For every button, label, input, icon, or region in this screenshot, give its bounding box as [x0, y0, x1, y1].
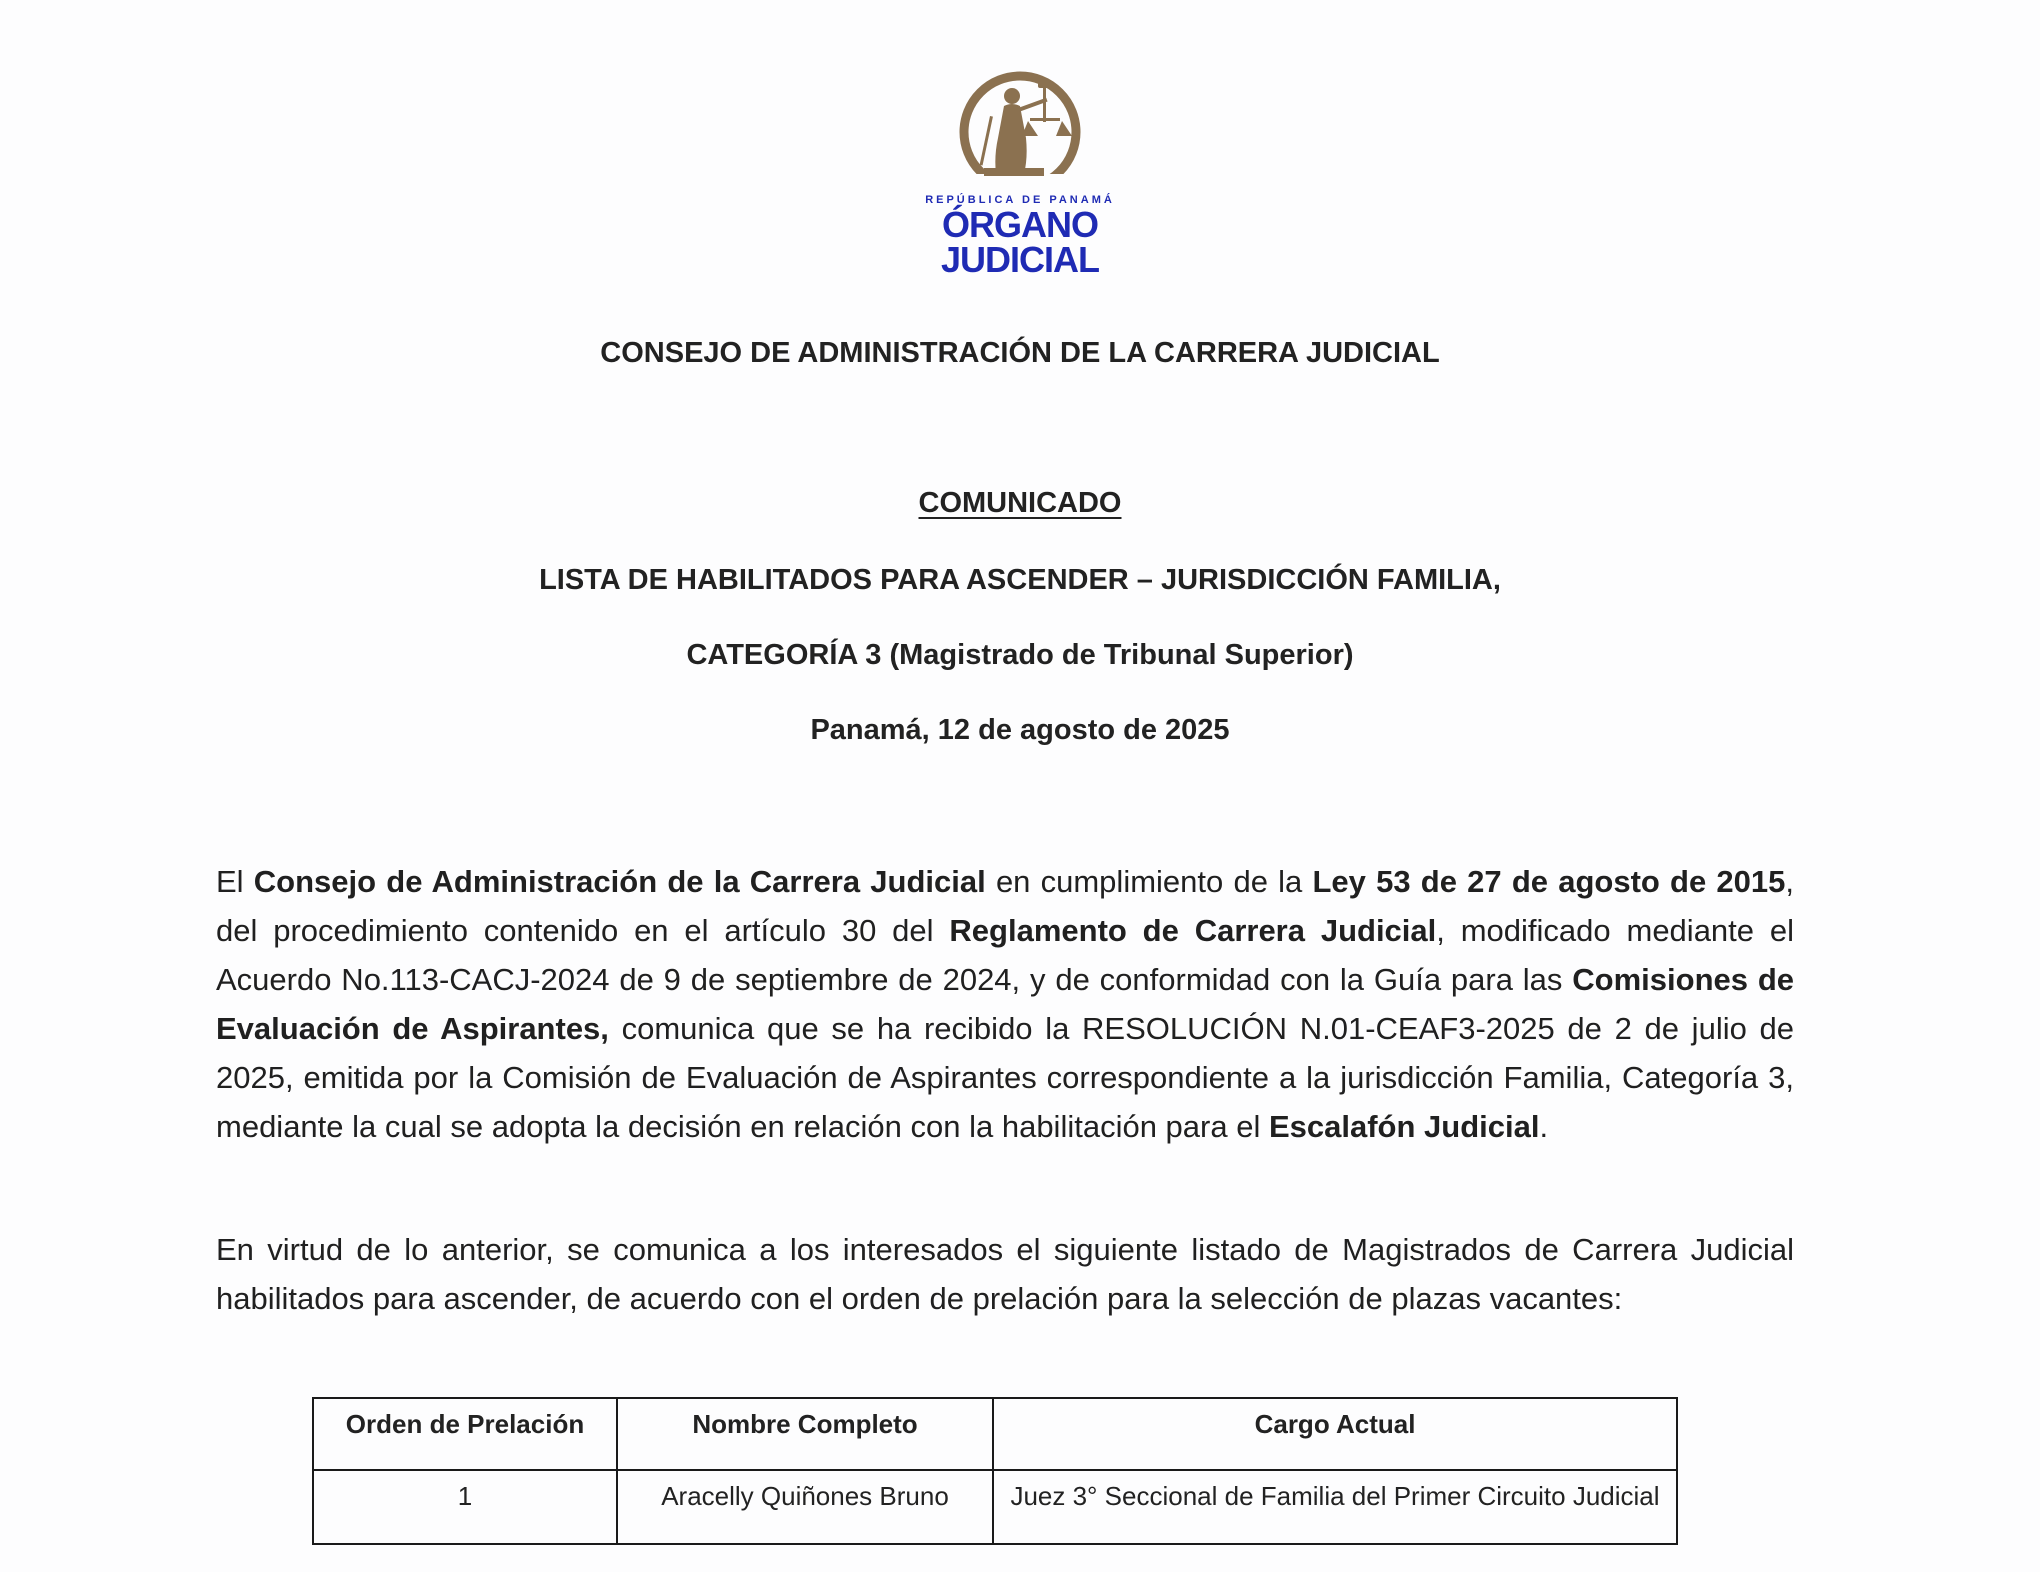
- organo-judicial-logo: [920, 62, 1120, 282]
- justice-emblem-icon: [940, 62, 1100, 192]
- document-date: Panamá, 12 de agosto de 2025: [810, 714, 1230, 746]
- paragraph-announcement: En virtud de lo anterior, se comunica a los interesados el siguiente listado de Magistrados de Carrera Judicial habilitados para ascender, de acuerdo con el orden de prelación para la selección de plazas vacantes:: [216, 1232, 1794, 1316]
- logo-judicial-text: JUDICIAL: [940, 239, 1099, 280]
- table-header-row: [313, 1398, 1677, 1470]
- list-title: LISTA DE HABILITADOS PARA ASCENDER – JURISDICCIÓN FAMILIA,: [539, 564, 1501, 596]
- header-cargo: Cargo Actual: [993, 1398, 1677, 1470]
- cell-cargo: Juez 3° Seccional de Familia del Primer Circuito Judicial: [993, 1470, 1677, 1544]
- p1-text-3: , del procedimiento contenido en el artículo 30 del: [216, 864, 1795, 948]
- header-nombre: Nombre Completo: [617, 1398, 993, 1470]
- logo-organo-text: ÓRGANO: [942, 204, 1098, 245]
- p1-bold-escalafon: Escalafón Judicial: [1268, 1109, 1540, 1144]
- p1-bold-council: Consejo de Administración de la Carrera Judicial: [253, 864, 986, 899]
- p1-bold-law: Ley 53 de 27 de agosto de 2015: [1312, 864, 1786, 899]
- cell-nombre: Aracelly Quiñones Bruno: [617, 1470, 993, 1544]
- logo-country-text: REPÚBLICA DE PANAMÁ: [925, 194, 1115, 206]
- p1-text-1: El: [216, 864, 254, 899]
- p1-text-4: , modificado mediante el Acuerdo No.113-CACJ-2024 de 9 de septiembre de 2024, y de conformidad con la Guía para las: [216, 913, 1794, 997]
- council-heading: CONSEJO DE ADMINISTRACIÓN DE LA CARRERA JUDICIAL: [600, 337, 1440, 369]
- comunicado-title: COMUNICADO: [918, 487, 1122, 519]
- category-subtitle: CATEGORÍA 3 (Magistrado de Tribunal Superior): [686, 639, 1354, 671]
- p1-bold-regulation: Reglamento de Carrera Judicial: [949, 913, 1437, 948]
- p1-bold-commissions: Comisiones de Evaluación de Aspirantes,: [216, 962, 1795, 1046]
- table-row: [313, 1470, 1677, 1544]
- habilitados-table: [312, 1397, 1678, 1545]
- header-orden: Orden de Prelación: [313, 1398, 617, 1470]
- p1-text-6: .: [1539, 1109, 1549, 1144]
- cell-orden: 1: [313, 1470, 617, 1544]
- paragraph-resolution: [216, 857, 1794, 1151]
- p1-text-2: en cumplimiento de la: [985, 864, 1313, 899]
- p1-text-5: comunica que se ha recibido la RESOLUCIÓN N.01-CEAF3-2025 de 2 de julio de 2025, emitida por la Comisión de Evaluación de Aspirantes correspondiente a la jurisdicción Familia, Categoría 3, mediante la cual se adopta la decisión en relación con la habilitación para el: [216, 1011, 1795, 1144]
